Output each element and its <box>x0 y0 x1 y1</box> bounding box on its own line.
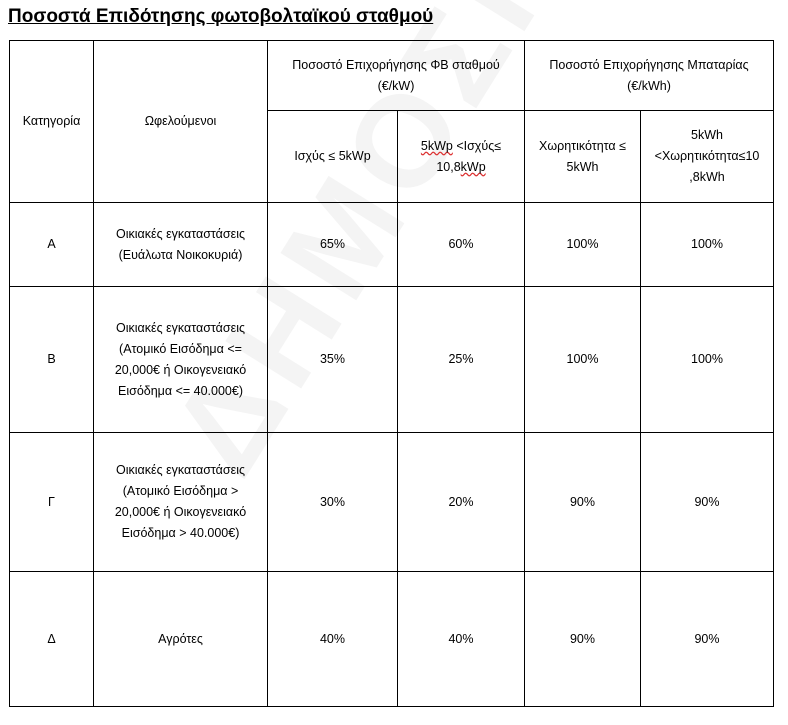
header-bat-sub2 <box>641 111 774 203</box>
header-pv-sub2 <box>398 111 525 203</box>
beneficiary-line: (Ευάλωτα Νοικοκυριά) <box>118 247 243 262</box>
table-row <box>10 203 774 287</box>
header-row-group <box>10 41 774 111</box>
header-bat-sub1-line1: Χωρητικότητα ≤ <box>539 138 626 153</box>
header-category: Κατηγορία <box>10 41 94 203</box>
subsidy-table <box>9 40 774 707</box>
header-bat-sub2-line2: <Χωρητικότητα≤10 <box>654 149 760 163</box>
battery-small-cell: 100% <box>525 203 641 287</box>
header-bat-sub1 <box>525 111 641 203</box>
battery-small-cell: 90% <box>525 572 641 707</box>
beneficiary-line: (Ατομικό Εισόδημα <= <box>119 341 242 356</box>
header-pv-sub2-d: kWp <box>460 159 486 174</box>
beneficiary-cell <box>94 203 268 287</box>
header-bat-sub2-line1: 5kWh <box>691 128 723 142</box>
header-beneficiaries: Ωφελούμενοι <box>94 41 268 203</box>
pv-small-cell: 65% <box>268 203 398 287</box>
header-pv-sub1: Ισχύς ≤ 5kWp <box>268 111 398 203</box>
header-battery-group-line1: Ποσοστό Επιχορήγησης Μπαταρίας <box>549 57 749 72</box>
category-cell: Α <box>10 203 94 287</box>
pv-large-cell: 20% <box>398 433 525 572</box>
header-battery-group <box>525 41 774 111</box>
header-bat-sub1-line2: 5kWh <box>566 159 599 174</box>
category-cell: Δ <box>10 572 94 707</box>
pv-small-cell: 30% <box>268 433 398 572</box>
pv-large-cell: 25% <box>398 287 525 433</box>
header-pv-group-line2: (€/kW) <box>377 78 415 93</box>
beneficiary-cell <box>94 433 268 572</box>
beneficiary-line: 20,000€ ή Οικογενειακό <box>114 505 247 519</box>
page-title: Ποσοστά Επιδότησης φωτοβολταϊκού σταθμού <box>8 6 434 27</box>
beneficiary-line: Οικιακές εγκαταστάσεις <box>116 320 245 335</box>
beneficiary-line: Οικιακές εγκαταστάσεις <box>116 226 245 241</box>
table-row <box>10 572 774 707</box>
category-cell: Γ <box>10 433 94 572</box>
beneficiary-line: Εισόδημα <= 40.000€) <box>117 383 243 398</box>
beneficiary-line: Οικιακές εγκαταστάσεις <box>116 463 245 477</box>
pv-small-cell: 35% <box>268 287 398 433</box>
beneficiary-line: Αγρότες <box>158 631 203 646</box>
header-pv-sub2-b: <Ισχύς≤ <box>452 138 502 153</box>
battery-small-cell: 100% <box>525 287 641 433</box>
table-row <box>10 287 774 433</box>
battery-large-cell: 100% <box>641 203 774 287</box>
header-pv-group-line1: Ποσοστό Επιχορήγησης ΦΒ σταθμού <box>292 57 500 72</box>
beneficiary-line: (Ατομικό Εισόδημα > <box>122 484 239 498</box>
category-cell: Β <box>10 287 94 433</box>
header-pv-group <box>268 41 525 111</box>
header-battery-group-line2: (€/kWh) <box>627 78 671 93</box>
beneficiary-line: 20,000€ ή Οικογενειακό <box>114 362 247 377</box>
table-row <box>10 433 774 572</box>
beneficiary-cell <box>94 572 268 707</box>
pv-large-cell: 60% <box>398 203 525 287</box>
battery-large-cell: 90% <box>641 433 774 572</box>
battery-large-cell: 90% <box>641 572 774 707</box>
battery-small-cell: 90% <box>525 433 641 572</box>
header-pv-sub2-a: 5kWp <box>420 138 453 153</box>
battery-large-cell: 100% <box>641 287 774 433</box>
pv-large-cell: 40% <box>398 572 525 707</box>
beneficiary-line: Εισόδημα > 40.000€) <box>121 526 240 540</box>
pv-small-cell: 40% <box>268 572 398 707</box>
beneficiary-cell <box>94 287 268 433</box>
header-pv-sub2-c: 10,8 <box>436 159 461 174</box>
header-bat-sub2-line3: ,8kWh <box>689 170 725 184</box>
